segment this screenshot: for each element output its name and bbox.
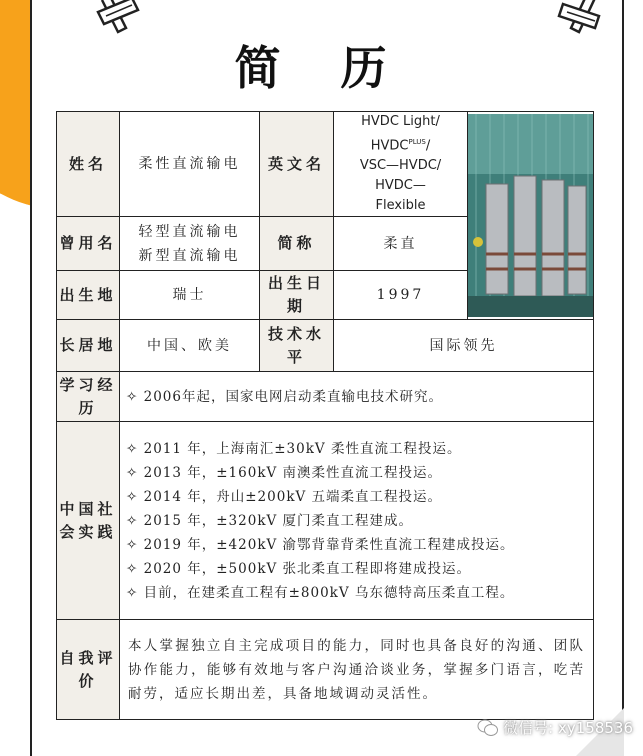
english-name-label: 英文名	[260, 112, 334, 217]
english-line	[334, 132, 467, 156]
birthplace-label: 出生地	[57, 271, 120, 320]
valve-photo	[468, 112, 594, 320]
wechat-icon	[477, 719, 499, 737]
english-line-tail: /	[425, 138, 431, 154]
english-line-sup: PLUS	[408, 138, 426, 146]
table-row	[57, 372, 594, 422]
short-name-value: 柔直	[334, 217, 468, 271]
wechat-watermark	[477, 717, 633, 738]
list-item: ✧ 2019 年，±420kV 渝鄂背靠背柔性直流工程建成投运。	[126, 536, 515, 553]
english-line: VSC—HVDC/	[359, 158, 442, 174]
tech-level-value: 国际领先	[334, 320, 594, 372]
table-row	[57, 422, 594, 620]
resume-table	[56, 111, 594, 720]
list-item: ✧ 2013 年，±160kV 南澳柔性直流工程投运。	[126, 464, 443, 481]
residence-value: 中国、欧美	[120, 320, 260, 372]
english-line: HVDC Light/	[361, 114, 440, 129]
birthdate-value: 1997	[334, 271, 468, 320]
former-name-line: 轻型直流输电	[138, 223, 241, 240]
birthdate-label: 出生日期	[260, 271, 334, 320]
converter-valve-image	[468, 114, 594, 317]
list-item: ✧ 2015 年，±320kV 厦门柔直工程建成。	[126, 512, 414, 529]
list-item: ✧ 2006年起，国家电网启动柔直输电技术研究。	[126, 388, 443, 405]
self-eval-label: 自我评价	[57, 620, 120, 720]
former-name-label: 曾用名	[57, 217, 120, 271]
practice-label: 中国社会实践	[57, 422, 120, 620]
list-item: ✧ 2014 年，舟山±200kV 五端柔直工程投运。	[126, 488, 443, 505]
residence-label: 长居地	[57, 320, 120, 372]
list-item: ✧ 2011 年，上海南汇±30kV 柔性直流工程投运。	[126, 440, 462, 457]
short-name-label: 简称	[260, 217, 334, 271]
english-line: Flexible	[375, 198, 426, 214]
former-name-line: 新型直流输电	[138, 247, 241, 264]
name-label: 姓名	[57, 112, 120, 217]
table-row	[57, 320, 594, 372]
table-row	[57, 112, 594, 217]
english-name-value	[334, 112, 468, 217]
list-item: ✧ 2020 年，±500kV 张北柔直工程即将建成投运。	[126, 560, 472, 577]
practice-list	[120, 422, 594, 620]
study-list	[120, 372, 594, 422]
study-label: 学习经历	[57, 372, 120, 422]
name-value: 柔性直流输电	[120, 112, 260, 217]
english-line-base: HVDC	[370, 138, 409, 154]
table-row	[57, 620, 594, 720]
page-title: 简 历	[234, 41, 409, 95]
former-name-value	[120, 217, 260, 271]
watermark-text: 微信号: xy158536	[503, 719, 633, 737]
list-item: ✧ 目前，在建柔直工程有±800kV 乌东德特高压柔直工程。	[126, 584, 515, 601]
self-eval-text: 本人掌握独立自主完成项目的能力，同时也具备良好的沟通、团队协作能力，能够有效地与客户沟通洽谈业务，掌握多门语言，吃苦耐劳，适应长期出差，具备地域调动灵活性。	[120, 620, 594, 720]
english-line: HVDC—	[375, 178, 426, 194]
birthplace-value: 瑞士	[120, 271, 260, 320]
tech-level-label: 技术水平	[260, 320, 334, 372]
